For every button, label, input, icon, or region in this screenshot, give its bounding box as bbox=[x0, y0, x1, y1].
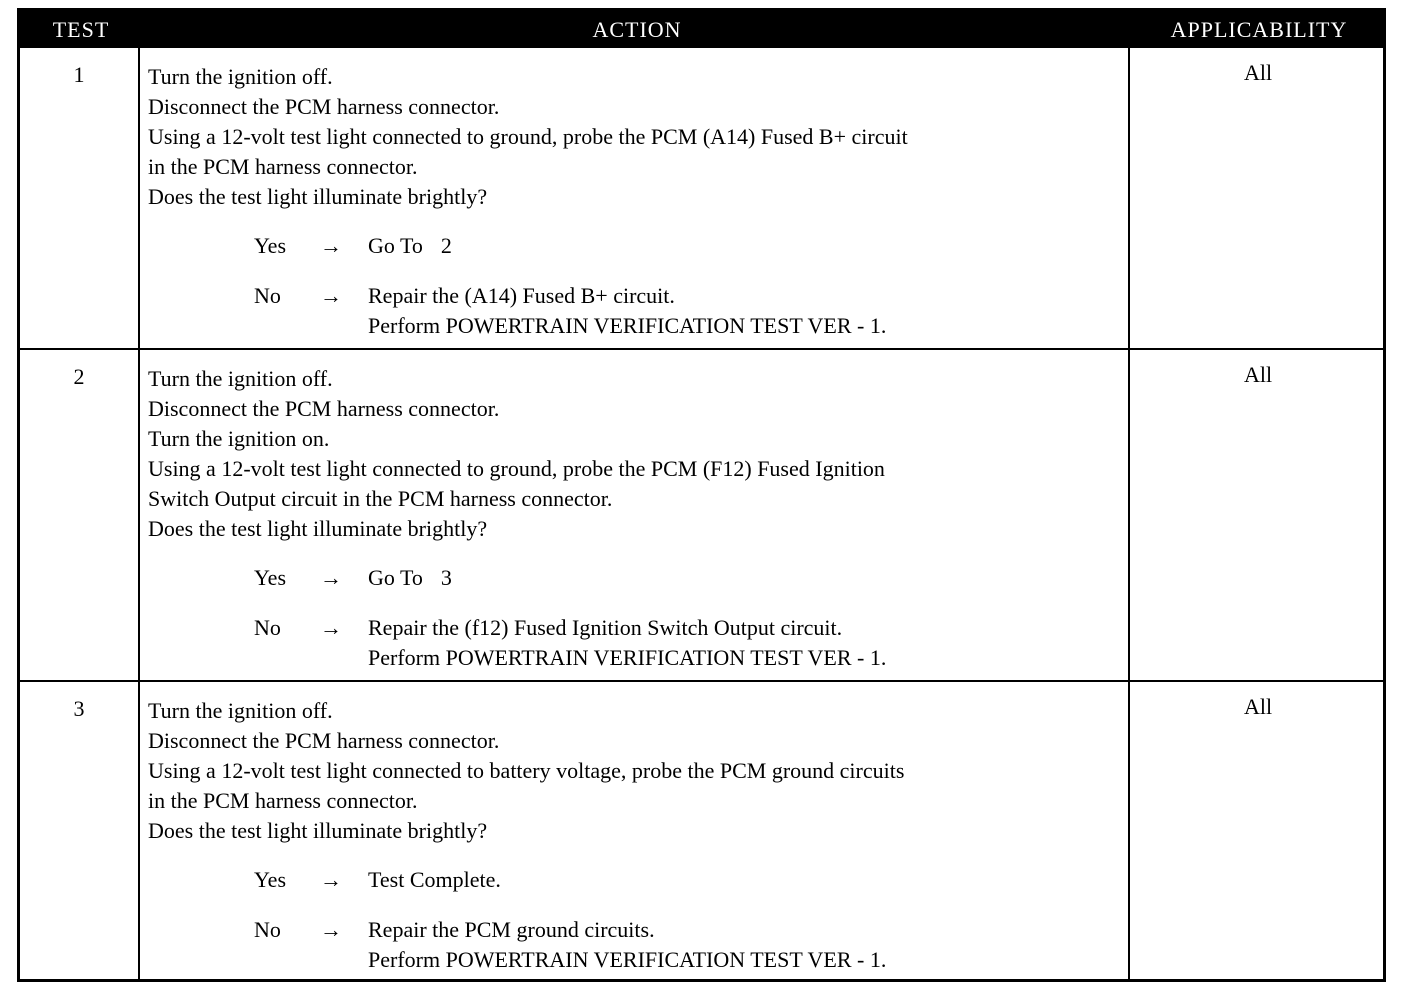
no-label: No bbox=[254, 917, 281, 942]
no-action-line: Perform POWERTRAIN VERIFICATION TEST VER - 1. bbox=[368, 313, 887, 338]
action-cell bbox=[140, 48, 1130, 348]
yes-action bbox=[368, 563, 452, 593]
action-cell bbox=[140, 350, 1130, 680]
action-line: Using a 12-volt test light connected to battery voltage, probe the PCM ground circuits bbox=[148, 758, 905, 783]
action-line: Turn the ignition off. bbox=[148, 698, 333, 723]
no-action-line: Repair the (f12) Fused Ignition Switch Output circuit. bbox=[368, 615, 843, 640]
action-line: Turn the ignition on. bbox=[148, 426, 330, 451]
table-header bbox=[20, 11, 1383, 48]
header-test: TEST bbox=[52, 17, 110, 42]
no-action-line: Perform POWERTRAIN VERIFICATION TEST VER - 1. bbox=[368, 645, 887, 670]
action-cell bbox=[140, 682, 1130, 982]
header-applicability: APPLICABILITY bbox=[1170, 17, 1348, 42]
test-number: 2 bbox=[20, 350, 140, 680]
go-to-label: Go To bbox=[368, 233, 423, 258]
test-number: 3 bbox=[20, 682, 140, 982]
yes-label: Yes bbox=[254, 233, 287, 258]
table-row bbox=[20, 682, 1383, 982]
result-branches bbox=[148, 231, 1128, 341]
yes-label: Yes bbox=[254, 867, 287, 892]
no-branch bbox=[148, 613, 1128, 673]
no-branch bbox=[148, 281, 1128, 341]
no-action-line: Perform POWERTRAIN VERIFICATION TEST VER - 1. bbox=[368, 947, 887, 972]
right-arrow-icon: → bbox=[320, 283, 342, 308]
action-line: Disconnect the PCM harness connector. bbox=[148, 728, 500, 753]
action-line: Using a 12-volt test light connected to ground, probe the PCM (A14) Fused B+ circuit bbox=[148, 124, 908, 149]
test-number: 1 bbox=[20, 48, 140, 348]
no-label: No bbox=[254, 615, 281, 640]
applicability-value: All bbox=[1243, 60, 1273, 85]
right-arrow-icon: → bbox=[320, 233, 342, 258]
action-line: Turn the ignition off. bbox=[148, 366, 333, 391]
go-to-label: Go To bbox=[368, 565, 423, 590]
no-action bbox=[368, 281, 886, 341]
action-line: Does the test light illuminate brightly? bbox=[148, 184, 488, 209]
diagnostic-table bbox=[17, 8, 1386, 982]
action-line: in the PCM harness connector. bbox=[148, 154, 418, 179]
action-line: Switch Output circuit in the PCM harness connector. bbox=[148, 486, 613, 511]
action-line: Turn the ignition off. bbox=[148, 64, 333, 89]
yes-branch bbox=[148, 563, 1128, 593]
go-to-number: 2 bbox=[440, 233, 452, 258]
yes-branch bbox=[148, 231, 1128, 261]
result-branches bbox=[148, 865, 1128, 975]
header-action: ACTION bbox=[592, 17, 682, 42]
no-branch bbox=[148, 915, 1128, 975]
action-line: Disconnect the PCM harness connector. bbox=[148, 94, 500, 119]
yes-label: Yes bbox=[254, 565, 287, 590]
applicability-value: All bbox=[1243, 362, 1273, 387]
yes-action bbox=[368, 231, 452, 261]
table-row bbox=[20, 48, 1383, 350]
action-line: Does the test light illuminate brightly? bbox=[148, 818, 488, 843]
no-action bbox=[368, 915, 886, 975]
table-row bbox=[20, 350, 1383, 682]
action-line: in the PCM harness connector. bbox=[148, 788, 418, 813]
right-arrow-icon: → bbox=[320, 565, 342, 590]
action-line: Using a 12-volt test light connected to ground, probe the PCM (F12) Fused Ignition bbox=[148, 456, 885, 481]
no-action bbox=[368, 613, 886, 673]
yes-branch bbox=[148, 865, 1128, 895]
result-branches bbox=[148, 563, 1128, 673]
right-arrow-icon: → bbox=[320, 867, 342, 892]
no-label: No bbox=[254, 283, 281, 308]
applicability-value: All bbox=[1243, 694, 1273, 719]
right-arrow-icon: → bbox=[320, 917, 342, 942]
yes-action: Test Complete. bbox=[368, 867, 501, 892]
right-arrow-icon: → bbox=[320, 615, 342, 640]
action-line: Disconnect the PCM harness connector. bbox=[148, 396, 500, 421]
no-action-line: Repair the (A14) Fused B+ circuit. bbox=[368, 283, 675, 308]
go-to-number: 3 bbox=[440, 565, 452, 590]
action-line: Does the test light illuminate brightly? bbox=[148, 516, 488, 541]
no-action-line: Repair the PCM ground circuits. bbox=[368, 917, 655, 942]
